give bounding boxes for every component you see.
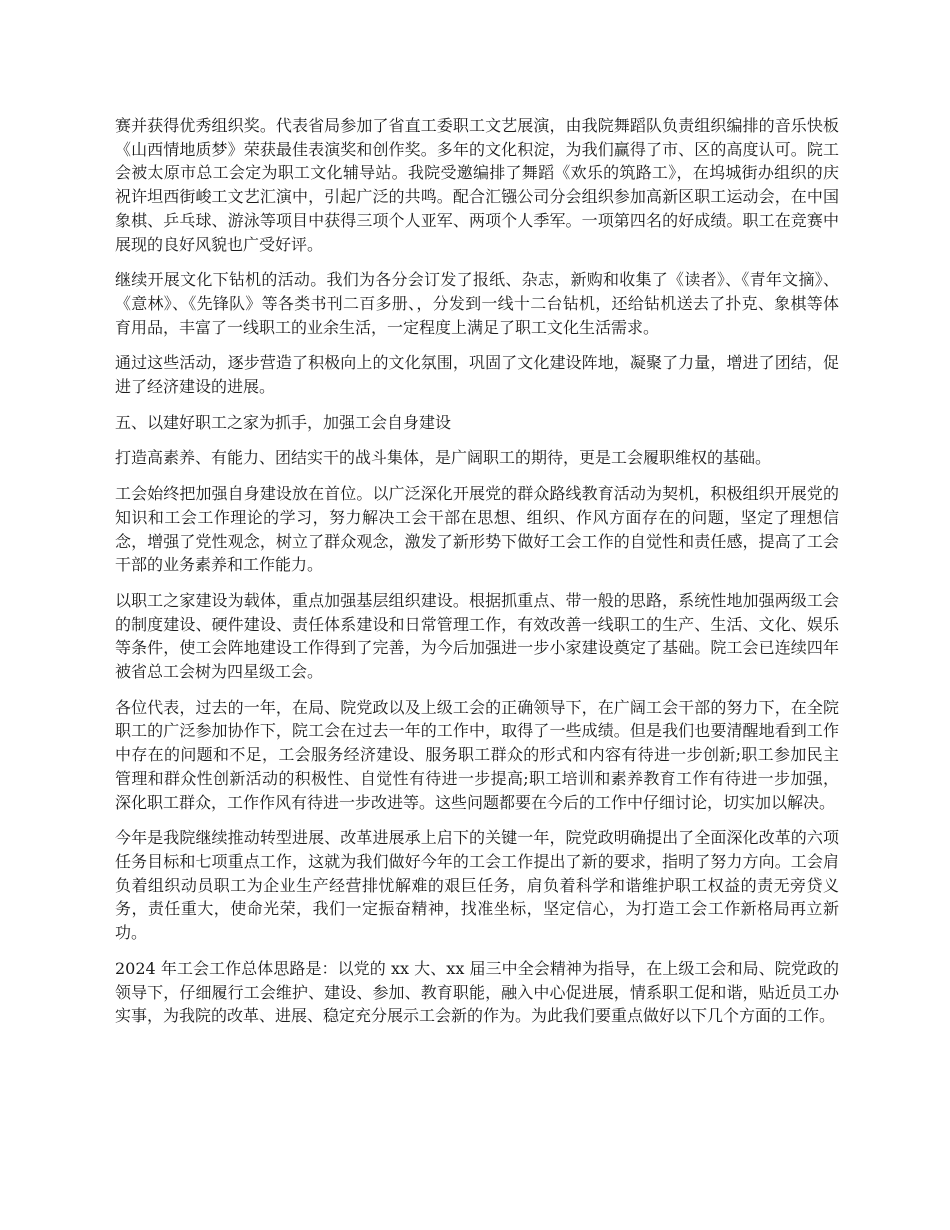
paragraph-workers-home: 以职工之家建设为载体，重点加强基层组织建设。根据抓重点、带一般的思路，系统性地加强两级工会的制度建设、硬件建设、责任体系建设和日常管理工作，有效改善一线职工的生产、生活、文化、娱乐等条件，使工会阵地建设工作得到了完善，为今后加强进一步小家建设奠定了基础。院工会已连续四年被省总工会树为四星级工会。: [115, 590, 839, 682]
section-heading-five: 五、以建好职工之家为抓手，加强工会自身建设: [115, 412, 452, 432]
paragraph-self-construction: 工会始终把加强自身建设放在首位。以广泛深化开展党的群众路线教育活动为契机，积极组织开展党的知识和工会工作理论的学习，努力解决工会干部在思想、组织、作风方面存在的问题，坚定了理想信念，增强了党性观念，树立了群众观念，激发了新形势下做好工会工作的自觉性和责任感，提高了工会干部的业务素养和工作能力。: [115, 484, 839, 575]
document-body: [115, 114, 839, 1040]
paragraph-culture-performances: 赛并获得优秀组织奖。代表省局参加了省直工委职工文艺展演，由我院舞蹈队负责组织编排的音乐快板《山西情地质梦》荣获最佳表演奖和创作奖。多年的文化积淀，为我们赢得了市、区的高度认可。院工会被太原市总工会定为职工文化辅导站。我院受邀编排了舞蹈《欢乐的筑路工》，在坞城街办组织的庆祝许坦西街峻工文艺汇演中，引起广泛的共鸣。配合汇镪公司分会组织参加高新区职工运动会，在中国象棋、乒乓球、游泳等项目中获得三项个人亚军、两项个人季军。一项第四名的好成绩。职工在竞赛中展现的良好风貌也广受好评。: [115, 116, 839, 254]
paragraph-this-year-tasks: 今年是我院继续推动转型进展、改革进展承上启下的关键一年，院党政明确提出了全面深化改革的六项任务目标和七项重点工作，这就为我们做好今年的工会工作提出了新的要求，指明了努力方向。工会肩负着组织动员职工为企业生产经营排忧解难的艰巨任务，肩负着科学和谐维护职工权益的责无旁贷义务，责任重大，使命光荣，我们一定振奋精神，找准坐标，坚定信心，为打造工会工作新格局再立新功。: [115, 828, 839, 943]
paragraph-review-and-shortcomings: 各位代表，过去的一年，在局、院党政以及上级工会的正确领导下，在广阔工会干部的努力下，在全院职工的广泛参加协作下，院工会在过去一年的工作中，取得了一些成绩。但是我们也要清醒地看到工作中存在的问题和不足，工会服务经济建设、服务职工群众的形式和内容有待进一步创新;职工参加民主管理和群众性创新活动的积极性、自觉性有待进一步提高;职工培训和素养教育工作有待进一步加强，深化职工群众，工作作风有待进一步改进等。这些问题都要在今后的工作中仔细讨论，切实加以解决。: [115, 697, 839, 812]
paragraph-culture-to-drilling-rigs: 继续开展文化下钻机的活动。我们为各分会订发了报纸、杂志，新购和收集了《读者》、《青年文摘》、《意林》、《先锋队》等各类书刊二百多册、，分发到一线十二台钻机，还给钻机送去了扑克、象棋等体育用品，丰富了一线职工的业余生活，一定程度上满足了职工文化生活需求。: [115, 270, 839, 337]
paragraph-activities-summary: 通过这些活动，逐步营造了积极向上的文化氛围，巩固了文化建设阵地，凝聚了力量，增进了团结，促进了经济建设的进展。: [115, 353, 839, 397]
paragraph-team-building-intro: 打造高素养、有能力、团结实干的战斗集体，是广阔职工的期待，更是工会履职维权的基础。: [115, 448, 772, 468]
paragraph-2024-plan: 2024 年工会工作总体思路是：以党的 xx 大、xx 届三中全会精神为指导，在上级工会和局、院党政的领导下，仔细履行工会维护、建设、参加、教育职能，融入中心促进展，情系职工促和谐，贴近员工办实事，为我院的改革、进展、稳定充分展示工会新的作为。为此我们要重点做好以下几个方面的工作。: [115, 958, 839, 1026]
